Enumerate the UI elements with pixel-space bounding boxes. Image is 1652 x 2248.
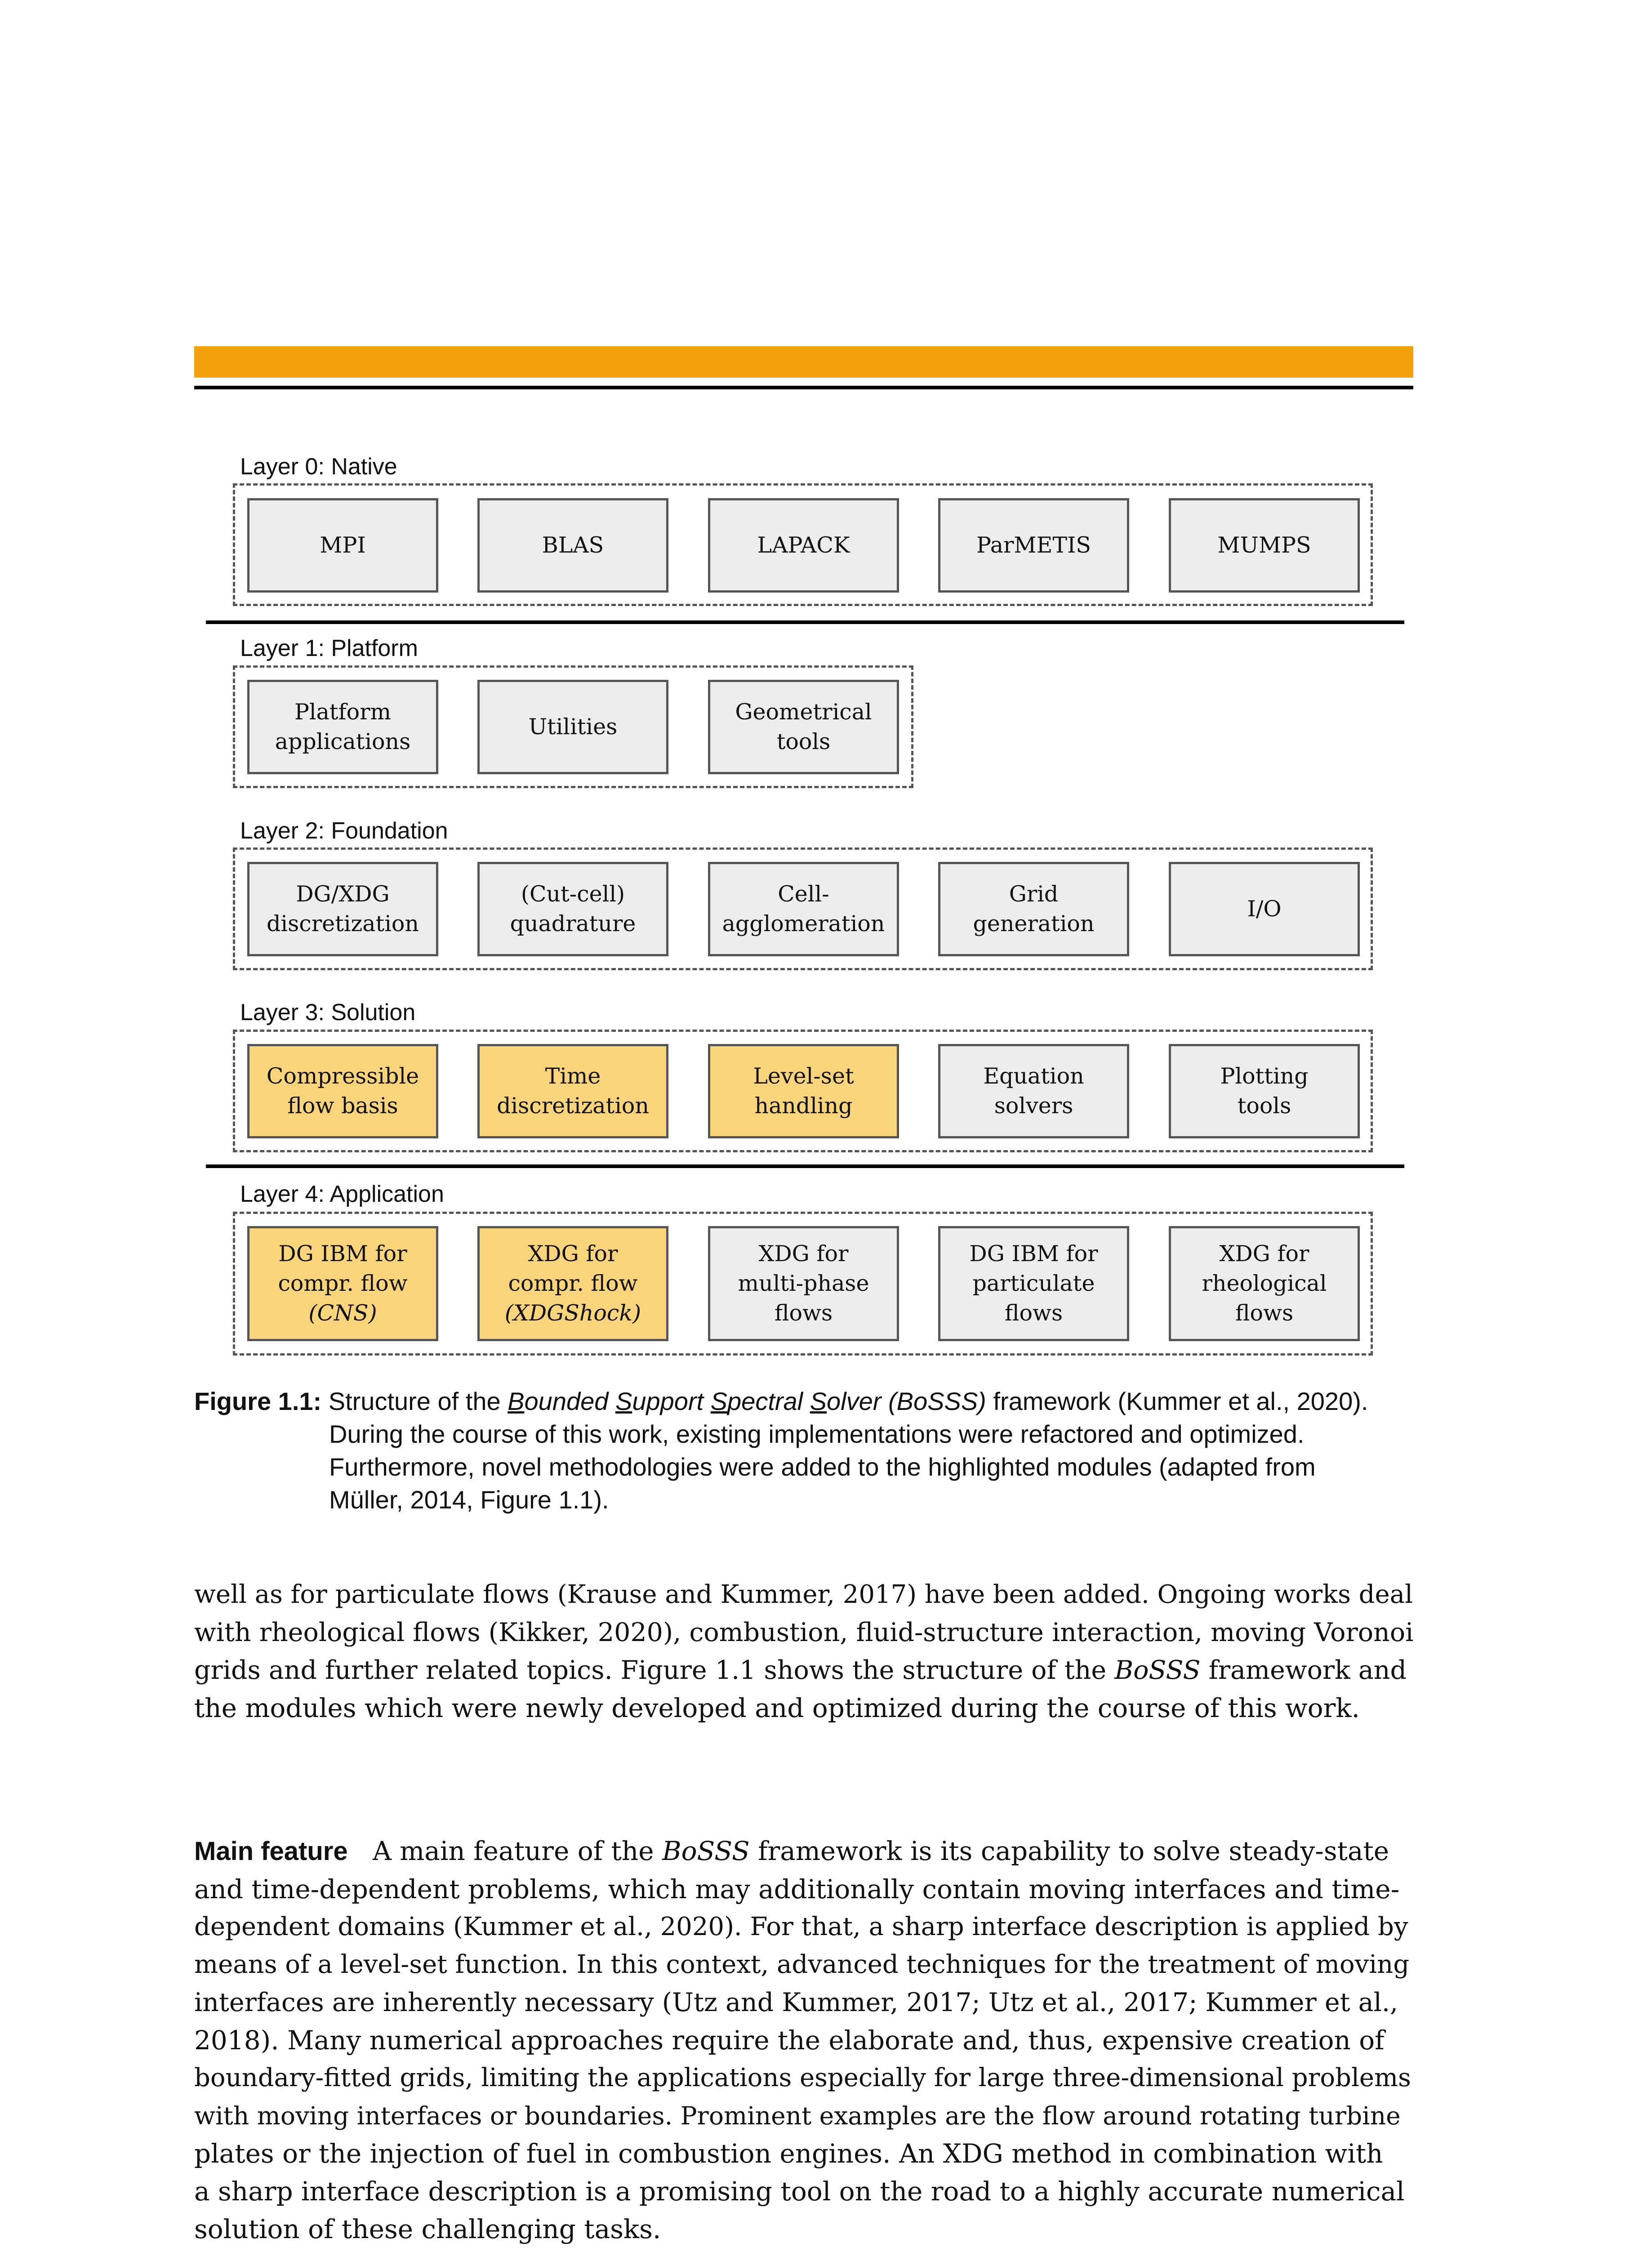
module-box: MUMPS bbox=[1169, 498, 1360, 593]
text-line: means of a level-set function. In this context, advanced techniques for the treatment of moving bbox=[194, 1950, 1410, 1979]
text-line: a sharp interface description is a promising tool on the road to a highly accurate numerical bbox=[194, 2176, 1405, 2207]
text-line: interfaces are inherently necessary (Utz and Kummer, 2017; Utz et al., 2017; Kummer et al., bbox=[194, 1988, 1398, 2017]
module-box: ParMETIS bbox=[938, 498, 1129, 593]
module-box: DG/XDG discretization bbox=[247, 862, 438, 956]
layer-label: Layer 1: Platform bbox=[240, 635, 418, 661]
module-box: Cell- agglomeration bbox=[708, 862, 899, 956]
module-box-highlighted: Time discretization bbox=[477, 1044, 668, 1138]
module-box: Utilities bbox=[477, 680, 668, 774]
module-box: I/O bbox=[1169, 862, 1360, 956]
module-box: MPI bbox=[247, 498, 438, 593]
caption-line: During the course of this work, existing implementations were refactored and optimized. bbox=[329, 1420, 1305, 1448]
text-line: boundary-fitted grids, limiting the applications especially for large three-dimensional problems bbox=[194, 2063, 1411, 2092]
module-box: Grid generation bbox=[938, 862, 1129, 956]
module-box: DG IBM for particulate flows bbox=[938, 1226, 1129, 1341]
module-box: (Cut-cell) quadrature bbox=[477, 862, 668, 956]
paragraph-heading: Main feature bbox=[194, 1837, 348, 1866]
text-line: grids and further related topics. Figure 1.1 shows the structure of the BoSSS framework and bbox=[194, 1655, 1407, 1685]
module-box-highlighted: Compressible flow basis bbox=[247, 1044, 438, 1138]
layer-label: Layer 0: Native bbox=[240, 454, 397, 480]
text-line: with rheological flows (Kikker, 2020), combustion, fluid-structure interaction, moving Voronoi bbox=[194, 1618, 1414, 1647]
figure-caption: Figure 1.1: Structure of the Bounded Support Spectral Solver (BoSSS) framework (Kummer et al., 2020). During the course of this work, existing implementations were refactored and optimized. Furthermore, novel methodologies were added to the highlighted modules (adapted from Müller, 2014, Figure 1.1). bbox=[194, 1385, 1426, 1516]
body-paragraph bbox=[194, 1576, 1413, 1727]
layer-label: Layer 3: Solution bbox=[240, 999, 416, 1026]
module-box: Geometrical tools bbox=[708, 680, 899, 774]
text-line: dependent domains (Kummer et al., 2020). For that, a sharp interface description is applied by bbox=[194, 1912, 1408, 1941]
caption-label: Figure 1.1: bbox=[194, 1387, 322, 1415]
module-box: Equation solvers bbox=[938, 1044, 1129, 1138]
module-box: Plotting tools bbox=[1169, 1044, 1360, 1138]
text-line: well as for particulate flows (Krause and Kummer, 2017) have been added. Ongoing works deal bbox=[194, 1580, 1413, 1609]
caption-line: Furthermore, novel methodologies were added to the highlighted modules (adapted from bbox=[329, 1453, 1316, 1481]
text-line: solution of these challenging tasks. bbox=[194, 2214, 661, 2244]
text-line: with moving interfaces or boundaries. Prominent examples are the flow around rotating turbine bbox=[194, 2101, 1401, 2130]
module-box-highlighted: DG IBM for compr. flow (CNS) bbox=[247, 1226, 438, 1341]
module-box-highlighted: Level-set handling bbox=[708, 1044, 899, 1138]
module-box: BLAS bbox=[477, 498, 668, 593]
layer-label: Layer 4: Application bbox=[240, 1181, 444, 1207]
text-line: 2018). Many numerical approaches require the elaborate and, thus, expensive creation of bbox=[194, 2025, 1385, 2056]
module-box: LAPACK bbox=[708, 498, 899, 593]
text-line: Main feature A main feature of the BoSSS framework is its capability to solve steady-state bbox=[194, 1836, 1389, 1866]
layer-separator bbox=[206, 1164, 1404, 1168]
body-paragraph bbox=[194, 1832, 1413, 2248]
text-line: plates or the injection of fuel in combustion engines. An XDG method in combination with bbox=[194, 2138, 1383, 2169]
layer-label: Layer 2: Foundation bbox=[240, 818, 448, 844]
module-box: XDG for rheological flows bbox=[1169, 1226, 1360, 1341]
text-line: the modules which were newly developed and optimized during the course of this work. bbox=[194, 1693, 1360, 1723]
caption-line: Müller, 2014, Figure 1.1). bbox=[329, 1485, 609, 1514]
layer-separator bbox=[206, 620, 1404, 624]
module-box-highlighted: XDG for compr. flow (XDGShock) bbox=[477, 1226, 668, 1341]
module-box: XDG for multi-phase flows bbox=[708, 1226, 899, 1341]
text-line: and time-dependent problems, which may additionally contain moving interfaces and time- bbox=[194, 1874, 1400, 1905]
module-box: Platform applications bbox=[247, 680, 438, 774]
